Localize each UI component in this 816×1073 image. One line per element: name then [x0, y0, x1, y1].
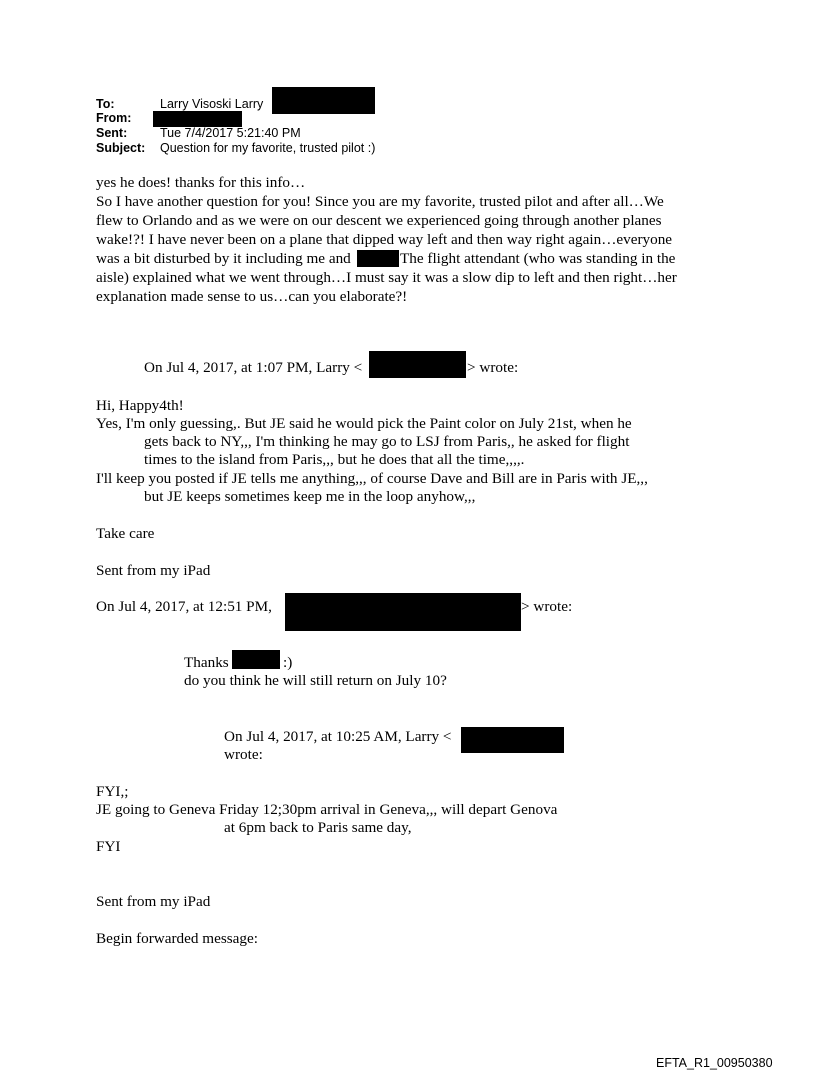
smiley-text: :) [283, 654, 293, 671]
from-label: From: [96, 111, 132, 125]
geneva-line: JE going to Geneva Friday 12;30pm arrival in Geneva,,, will depart Genova [96, 801, 558, 818]
body-line: yes he does! thanks for this info… [96, 174, 306, 191]
quote-intro: On Jul 4, 2017, at 12:51 PM, [96, 598, 272, 615]
redaction-name [357, 250, 399, 267]
forwarded-message: Begin forwarded message: [96, 930, 258, 947]
quote-line: I'll keep you posted if JE tells me anything,,, of course Dave and Bill are in Paris with JE,,, [96, 470, 648, 487]
redaction-email [461, 727, 564, 753]
redaction-to [272, 87, 375, 114]
thanks-text: Thanks [184, 654, 229, 671]
redaction-sender [285, 593, 521, 631]
body-line: flew to Orlando and as we were on our descent we experienced going through another planes [96, 212, 662, 229]
sent-label: Sent: [96, 126, 128, 140]
quote-line: gets back to NY,,, I'm thinking he may go to LSJ from Paris,, he asked for flight [144, 433, 630, 450]
body-line: was a bit disturbed by it including me and [96, 250, 351, 267]
quote-intro: On Jul 4, 2017, at 10:25 AM, Larry < [224, 728, 452, 745]
quote-line: Yes, I'm only guessing,. But JE said he would pick the Paint color on July 21st, when he [96, 415, 632, 432]
to-value: Larry Visoski Larry [160, 97, 264, 111]
to-label: To: [96, 97, 115, 111]
redaction-email [369, 351, 466, 378]
question-text: do you think he will still return on July 10? [184, 672, 447, 689]
quote-line: Hi, Happy4th! [96, 397, 184, 414]
fyi-text: FYI,; [96, 783, 129, 800]
quote-line: but JE keeps sometimes keep me in the loop anyhow,,, [144, 488, 476, 505]
quote-wrote: > wrote: [467, 359, 519, 376]
body-line: So I have another question for you! Since you are my favorite, trusted pilot and after all…We [96, 193, 664, 210]
sent-from-ipad: Sent from my iPad [96, 562, 211, 579]
body-line: explanation made sense to us…can you elaborate?! [96, 288, 408, 305]
quote-intro: On Jul 4, 2017, at 1:07 PM, Larry < [144, 359, 363, 376]
quote-line: times to the island from Paris,,, but he does that all the time,,,,. [144, 451, 525, 468]
redaction-from [153, 111, 242, 127]
sent-from-ipad: Sent from my iPad [96, 893, 211, 910]
body-line: The flight attendant (who was standing in the [400, 250, 676, 267]
redaction-thanks-name [232, 650, 280, 669]
body-line: aisle) explained what we went through…I must say it was a slow dip to left and then right…her [96, 269, 677, 286]
geneva-line: at 6pm back to Paris same day, [224, 819, 412, 836]
quote-wrote: wrote: [224, 746, 263, 763]
quote-wrote: > wrote: [521, 598, 573, 615]
subject-label: Subject: [96, 141, 146, 155]
document-id: EFTA_R1_00950380 [656, 1056, 773, 1070]
subject-value: Question for my favorite, trusted pilot :) [160, 141, 376, 155]
take-care: Take care [96, 525, 155, 542]
fyi-text: FYI [96, 838, 121, 855]
sent-value: Tue 7/4/2017 5:21:40 PM [160, 126, 301, 140]
body-line: wake!?! I have never been on a plane that dipped way left and then way right again…everyone [96, 231, 673, 248]
